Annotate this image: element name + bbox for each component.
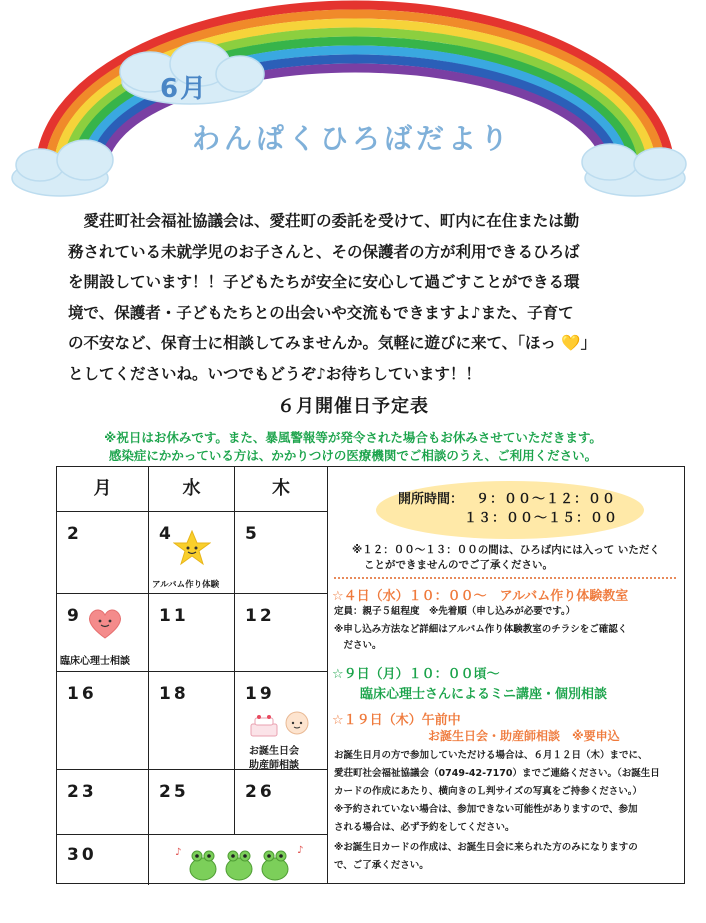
svg-text:♪: ♪ [175, 847, 182, 858]
day-number: 30 [67, 845, 97, 865]
event-birthday-sub: お誕生日会・助産師相談 ※要申込 [428, 729, 620, 743]
dotted-divider [334, 577, 676, 579]
event-album-title: ☆４日（水）１０：００～ アルバム作り体験教室 [332, 589, 629, 604]
hours-afternoon: １３：００～１５：００ [464, 511, 619, 526]
birthday-label: お誕生日会 [249, 746, 299, 757]
cloud-icon [12, 140, 113, 196]
event-birthday-title: ☆１９日（木）午前中 [332, 713, 461, 728]
event-birthday-line: ※お誕生日カードの作成は、お誕生日会に来られた方のみになりますの [334, 842, 638, 853]
day-cell [57, 672, 149, 769]
hours-morning: ９：００～１２：００ [476, 492, 617, 507]
calendar-row [57, 835, 327, 885]
calendar-row [57, 512, 327, 594]
day-cell [57, 512, 149, 593]
star-icon [173, 530, 211, 566]
day-cell [149, 594, 235, 671]
day-number: 11 [159, 606, 189, 626]
calendar-header-row [57, 467, 327, 512]
day-number: 25 [159, 782, 189, 802]
schedule-title: ６月開催日予定表 [277, 396, 429, 417]
lunch-break-note: ※１２：００～１３：００の間は、ひろば内には入って いただくことができませんのでご了承ください。 [352, 544, 660, 571]
header-thursday: 木 [272, 478, 290, 499]
day-cell [149, 512, 235, 593]
day-cell [235, 672, 327, 769]
infection-notice: 感染症にかかっている方は、かかりつけの医療機関でご相談のうえ、ご利用ください。 [108, 448, 598, 463]
event-birthday-line: カードの作成にあたり、横向きのＬ判サイズの写真をご持参ください。） [334, 786, 642, 797]
header-monday: 月 [57, 467, 149, 511]
intro-line: としてくださいね。いつでもどうぞ♪お待ちしています！！ [68, 364, 481, 383]
event-album-capacity: 定員：親子５組程度 ※先着順（申し込みが必要です。） [334, 606, 576, 617]
midwife-label: 助産師相談 [249, 760, 299, 771]
day-cell [149, 672, 235, 769]
cake-baby-icon [247, 710, 313, 740]
day-cell [57, 594, 149, 671]
intro-line: 愛荘町社会福祉協議会は、愛荘町の委託を受けて、町内に在住または勤 [68, 212, 580, 230]
frogs-cell [149, 835, 327, 885]
day-cell [235, 512, 327, 593]
intro-line: 境で、保護者・子どもたちとの出会いや交流もできますよ♪また、子育て [68, 303, 574, 322]
intro-paragraph [68, 206, 648, 389]
info-panel [328, 466, 685, 884]
newsletter-title: わんぱくひろばだより [192, 122, 513, 155]
day-number: 12 [245, 606, 275, 626]
event-birthday-line: 愛荘町社会福祉協議会（0749-42-7170）までご連絡ください。（お誕生日 [334, 768, 660, 779]
intro-line: 務されている未就学児のお子さんと、その保護者の方が利用できるひろば [68, 242, 580, 261]
day-number: 5 [245, 524, 260, 544]
day-cell [57, 770, 149, 834]
heart-icon [87, 606, 123, 640]
day-number: 23 [67, 782, 97, 802]
intro-line: を開設しています！！子どもたちが安全に安心して過ごすことができる環 [68, 273, 580, 291]
frogs-illustration [169, 839, 309, 883]
holiday-notice: ※祝日はお休みです。また、暴風警報等が発令された場合もお休みさせていただきます。 [104, 430, 602, 445]
event-birthday-line: お誕生日月の方で参加していただける場合は、６月１２日（木）までに、 [334, 750, 648, 761]
event-birthday-line: される場合は、必ず予約をしてください。 [334, 822, 515, 833]
day-number: 9 [67, 606, 82, 626]
day-number: 4 [159, 524, 174, 544]
calendar-row [57, 770, 327, 835]
event-clinical-title: ☆９日（月）１０：００頃～ [332, 667, 500, 682]
day-number: 2 [67, 524, 82, 544]
calendar-row [57, 672, 327, 770]
event-birthday-line: で、ご了承ください。 [334, 860, 429, 871]
event-album-detail-cont: ださい。 [334, 640, 382, 651]
rainbow-illustration [0, 0, 706, 200]
day-cell [149, 770, 235, 834]
event-birthday-line: ※予約されていない場合は、参加できない可能性がありますので、参加 [334, 804, 638, 815]
album-label: アルバム作り体験 [152, 580, 220, 590]
calendar-table [56, 466, 328, 884]
clinical-label: 臨床心理士相談 [60, 656, 130, 667]
header-wednesday: 水 [149, 467, 235, 511]
day-cell [235, 770, 327, 834]
day-number: 26 [245, 782, 275, 802]
day-number: 16 [67, 684, 97, 704]
day-number: 18 [159, 684, 189, 704]
day-number: 19 [245, 684, 275, 704]
event-clinical-sub: 臨床心理士さんによるミニ講座・個別相談 [360, 687, 608, 702]
month-title: 6月 [160, 74, 209, 104]
day-cell [235, 594, 327, 671]
hours-label: 開所時間： [398, 492, 464, 507]
rainbow-header [0, 0, 706, 200]
calendar-row [57, 594, 327, 672]
event-album-detail: ※申し込み方法など詳細はアルバム作り体験教室のチラシをご確認く [334, 624, 628, 635]
day-cell [57, 835, 149, 885]
svg-text:♪: ♪ [297, 845, 304, 856]
intro-line: の不安など、保育士に相談してみませんか。気軽に遊びに来て、「ほっ 💛」 [68, 334, 597, 352]
